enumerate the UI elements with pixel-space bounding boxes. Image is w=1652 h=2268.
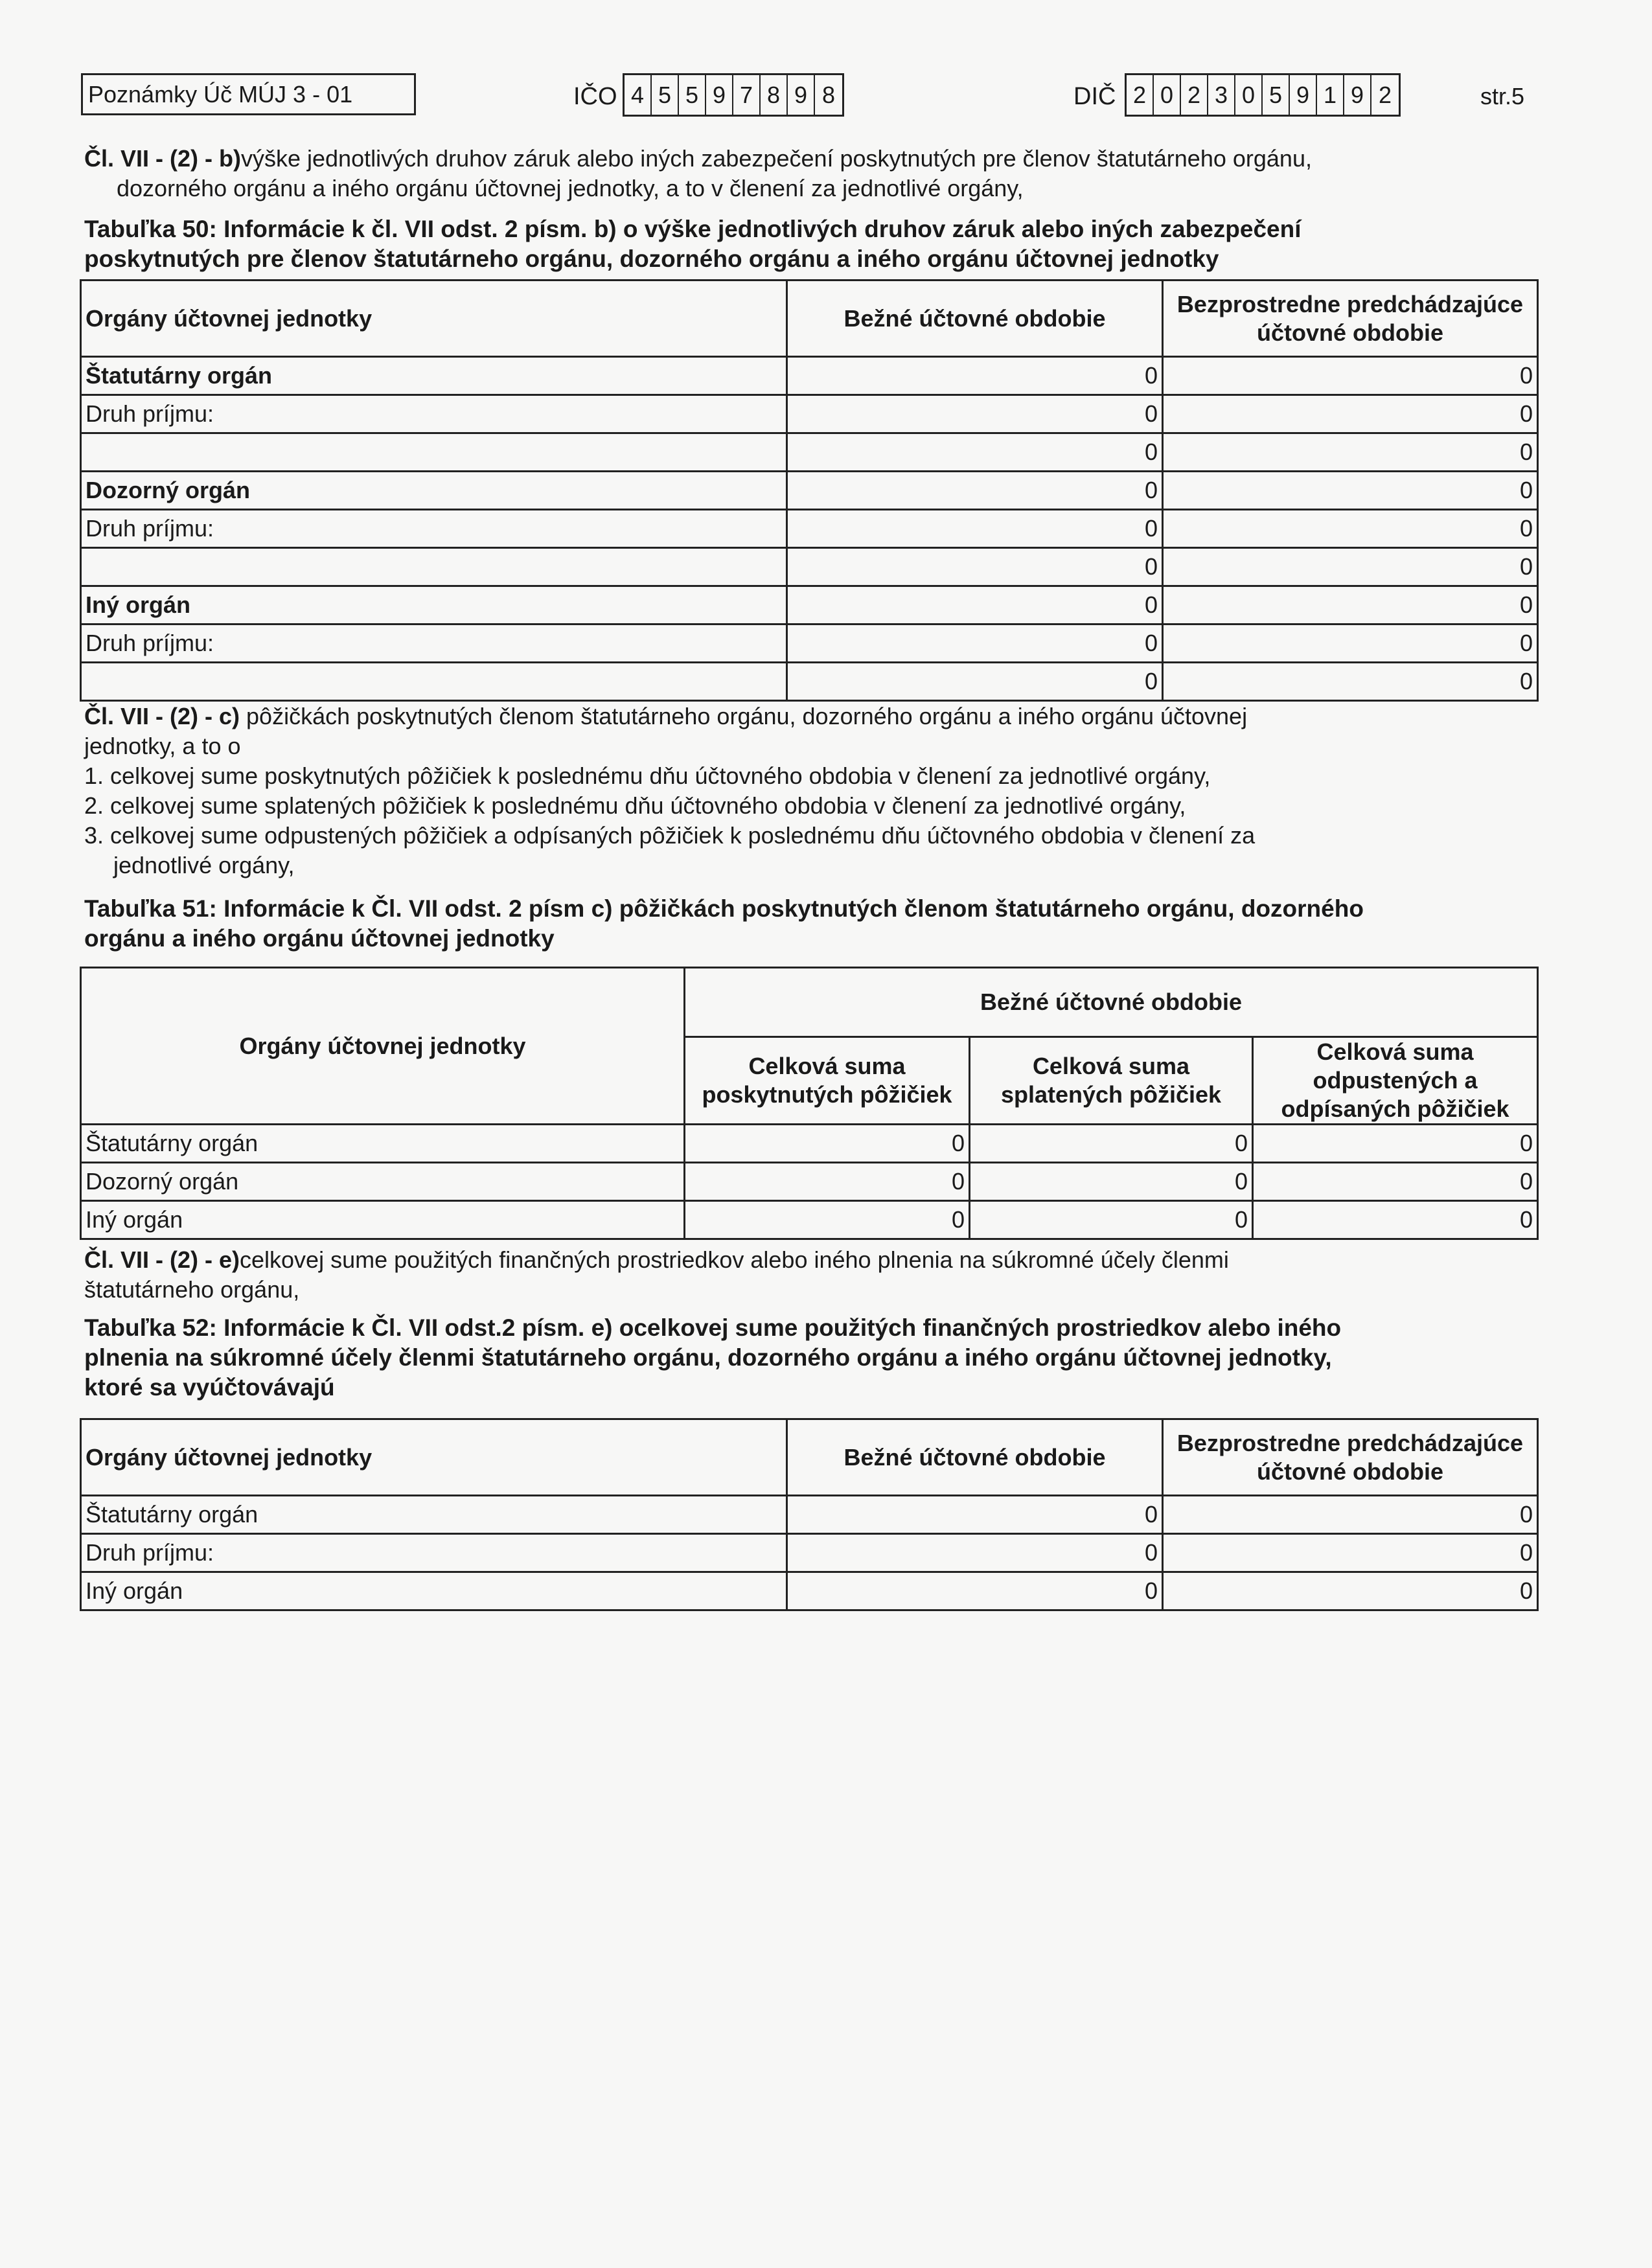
table52-col-previous: Bezprostredne predchádzajúce účtovné obdobie (1163, 1419, 1538, 1496)
value-current: 0 (787, 1534, 1163, 1572)
table52-heading-line-1: Tabuľka 52: Informácie k Čl. VII odst.2 písm. e) ocelkovej sume použitých finančných prostriedkov alebo iného (84, 1314, 1342, 1341)
table51-col-forgiven: Celková suma odpustených a odpísaných pôžičiek (1253, 1037, 1538, 1125)
table51-col-repaid: Celková suma splatených pôžičiek (970, 1037, 1253, 1125)
section-e-code: Čl. VII - (2) - e) (84, 1246, 240, 1273)
list-text: celkovej sume splatených pôžičiek k poslednému dňu účtovného obdobia v členení za jednotlivé orgány, (110, 792, 1186, 819)
table50-heading (84, 214, 1574, 274)
value-current: 0 (787, 586, 1163, 624)
row-label (81, 433, 787, 472)
list-item-continuation: jednotlivé orgány, (113, 852, 295, 878)
table-row (81, 1572, 1538, 1610)
value-forgiven: 0 (1253, 1163, 1538, 1201)
table50-col-org: Orgány účtovnej jednotky (81, 281, 787, 357)
table51-col-period: Bežné účtovné obdobie (685, 968, 1538, 1037)
list-number: 3. (84, 822, 104, 849)
value-previous: 0 (1163, 548, 1538, 586)
table-row (81, 433, 1538, 472)
section-c-line-2: jednotky, a to o (84, 733, 241, 759)
value-repaid: 0 (970, 1163, 1253, 1201)
table51-col-org: Orgány účtovnej jednotky (81, 968, 685, 1125)
value-current: 0 (787, 624, 1163, 663)
value-current: 0 (787, 663, 1163, 701)
value-forgiven: 0 (1253, 1201, 1538, 1239)
value-repaid: 0 (970, 1201, 1253, 1239)
dic-label: DIČ (1073, 83, 1116, 110)
value-current: 0 (787, 357, 1163, 395)
row-label: Iný orgán (81, 586, 787, 624)
row-label: Druh príjmu: (81, 1534, 787, 1572)
ico-digit: 7 (733, 75, 761, 115)
section-b-line-1: výške jednotlivých druhov záruk alebo iných zabezpečení poskytnutých pre členov štatutárneho orgánu, (240, 145, 1312, 172)
value-current: 0 (787, 472, 1163, 510)
table-row (81, 472, 1538, 510)
value-previous: 0 (1163, 472, 1538, 510)
value-repaid: 0 (970, 1125, 1253, 1163)
ico-digit: 8 (761, 75, 788, 115)
section-b-text (84, 144, 1574, 203)
value-previous: 0 (1163, 663, 1538, 701)
section-c-line-1: pôžičkách poskytnutých členom štatutárneho orgánu, dozorného orgánu a iného orgánu účtovnej (246, 703, 1248, 729)
table52-col-org: Orgány účtovnej jednotky (81, 1419, 787, 1496)
table50-heading-line-1: Tabuľka 50: Informácie k čl. VII odst. 2 písm. b) o výške jednotlivých druhov záruk alebo iných zabezpečení (84, 216, 1302, 242)
section-e-line-1: celkovej sume použitých finančných prostriedkov alebo iného plnenia na súkromné účely členmi (240, 1246, 1229, 1273)
value-current: 0 (787, 510, 1163, 548)
value-previous: 0 (1163, 624, 1538, 663)
table50-heading-line-2: poskytnutých pre členov štatutárneho orgánu, dozorného orgánu a iného orgánu účtovnej jednotky (84, 246, 1219, 272)
table-52 (80, 1418, 1539, 1611)
table-row (81, 1201, 1538, 1239)
ico-digit: 4 (625, 75, 652, 115)
table51-col-provided: Celková suma poskytnutých pôžičiek (685, 1037, 970, 1125)
dic-digit: 2 (1127, 75, 1154, 115)
dic-digit: 3 (1208, 75, 1235, 115)
list-item (84, 791, 1574, 821)
table-51 (80, 967, 1539, 1240)
section-b-code: Čl. VII - (2) - b) (84, 145, 241, 172)
table-row (81, 548, 1538, 586)
list-text: celkovej sume poskytnutých pôžičiek k poslednému dňu účtovného obdobia v členení za jednotlivé orgány, (110, 762, 1211, 789)
section-c-text (84, 702, 1574, 880)
row-label (81, 548, 787, 586)
value-current: 0 (787, 1572, 1163, 1610)
dic-digit: 2 (1378, 82, 1392, 108)
table52-col-current: Bežné účtovné obdobie (787, 1419, 1163, 1496)
value-previous: 0 (1163, 395, 1538, 433)
table-row (81, 510, 1538, 548)
table-row (81, 395, 1538, 433)
table50-col-previous: Bezprostredne predchádzajúce účtovné obdobie (1163, 281, 1538, 357)
row-label: Iný orgán (81, 1572, 787, 1610)
list-item (84, 821, 1574, 851)
value-forgiven: 0 (1253, 1125, 1538, 1163)
row-label: Dozorný orgán (81, 472, 787, 510)
list-number: 2. (84, 792, 104, 819)
value-provided: 0 (685, 1163, 970, 1201)
ico-digit-boxes (623, 73, 844, 117)
dic-digit: 5 (1263, 75, 1290, 115)
section-e-text (84, 1245, 1574, 1305)
value-previous: 0 (1163, 586, 1538, 624)
row-label: Druh príjmu: (81, 624, 787, 663)
row-label: Štatutárny orgán (81, 1496, 787, 1534)
table-row (81, 1496, 1538, 1534)
table52-heading-line-2: plnenia na súkromné účely členmi štatutárneho orgánu, dozorného orgánu a iného orgánu účtovnej jednotky, (84, 1344, 1332, 1371)
ico-digit: 9 (706, 75, 733, 115)
table51-heading (84, 894, 1594, 954)
row-label: Druh príjmu: (81, 510, 787, 548)
dic-digit: 0 (1235, 75, 1263, 115)
section-c-code: Čl. VII - (2) - c) (84, 703, 240, 729)
row-label: Druh príjmu: (81, 395, 787, 433)
table51-heading-line-2: orgánu a iného orgánu účtovnej jednotky (84, 925, 555, 952)
row-label: Dozorný orgán (81, 1163, 685, 1201)
ico-label: IČO (573, 83, 617, 110)
dic-digit: 2 (1181, 75, 1208, 115)
value-current: 0 (787, 1496, 1163, 1534)
table-row (81, 1125, 1538, 1163)
value-previous: 0 (1163, 1572, 1538, 1610)
ico-digit: 8 (821, 82, 836, 108)
value-previous: 0 (1163, 357, 1538, 395)
table-row (81, 1163, 1538, 1201)
list-number: 1. (84, 762, 104, 789)
dic-digit: 1 (1317, 75, 1344, 115)
value-previous: 0 (1163, 433, 1538, 472)
table-row (81, 586, 1538, 624)
value-current: 0 (787, 395, 1163, 433)
table-row (81, 1534, 1538, 1572)
value-previous: 0 (1163, 1496, 1538, 1534)
form-code: Poznámky Úč MÚJ 3 - 01 (81, 73, 416, 115)
row-label (81, 663, 787, 701)
section-e-line-2: štatutárneho orgánu, (84, 1276, 300, 1303)
value-provided: 0 (685, 1125, 970, 1163)
table50-col-current: Bežné účtovné obdobie (787, 281, 1163, 357)
value-previous: 0 (1163, 1534, 1538, 1572)
table51-heading-line-1: Tabuľka 51: Informácie k Čl. VII odst. 2 písm c) pôžičkách poskytnutých členom štatutárneho orgánu, dozorného (84, 895, 1364, 922)
table-row (81, 663, 1538, 701)
ico-digit: 9 (788, 75, 815, 115)
value-current: 0 (787, 548, 1163, 586)
row-label: Štatutárny orgán (81, 357, 787, 395)
ico-digit: 5 (652, 75, 679, 115)
list-text: celkovej sume odpustených pôžičiek a odpísaných pôžičiek k poslednému dňu účtovného obdobia v členení za (110, 822, 1256, 849)
list-item (84, 761, 1574, 791)
table-row (81, 357, 1538, 395)
row-label: Iný orgán (81, 1201, 685, 1239)
table-row (81, 624, 1538, 663)
dic-digit-boxes (1125, 73, 1401, 117)
page-number: str.5 (1480, 83, 1525, 109)
table52-heading (84, 1313, 1594, 1403)
dic-digit: 9 (1344, 75, 1371, 115)
value-previous: 0 (1163, 510, 1538, 548)
ico-digit: 5 (679, 75, 706, 115)
value-provided: 0 (685, 1201, 970, 1239)
section-b-line-2: dozorného orgánu a iného orgánu účtovnej jednotky, a to v členení za jednotlivé orgány, (117, 175, 1024, 201)
table52-heading-line-3: ktoré sa vyúčtovávajú (84, 1374, 335, 1401)
dic-digit: 0 (1154, 75, 1181, 115)
dic-digit: 9 (1290, 75, 1317, 115)
row-label: Štatutárny orgán (81, 1125, 685, 1163)
table-50 (80, 279, 1539, 702)
value-current: 0 (787, 433, 1163, 472)
